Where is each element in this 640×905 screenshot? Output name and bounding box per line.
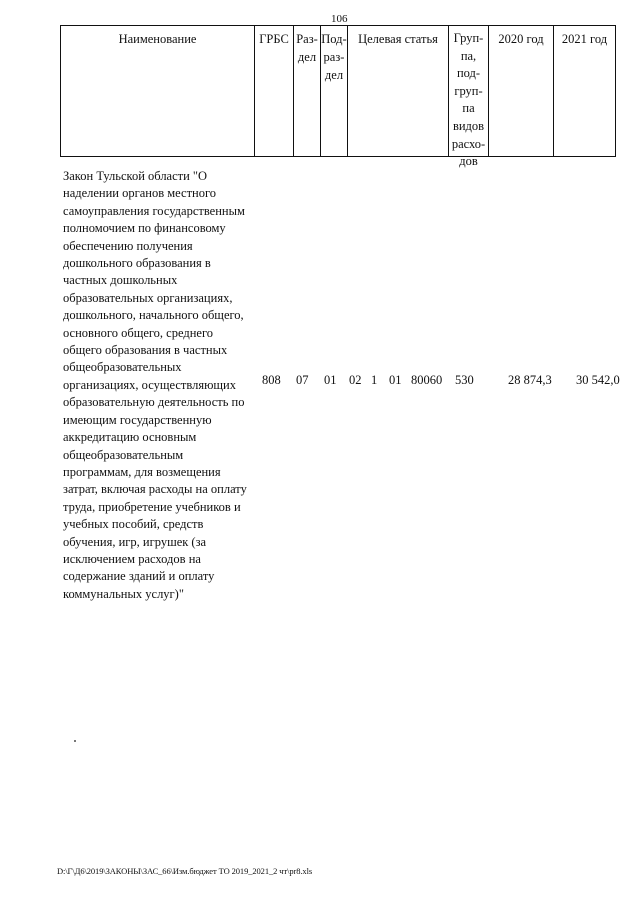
header-razdel: [293, 26, 320, 156]
header-2020-label: 2020 год: [498, 32, 544, 46]
grbs-cell: 808: [262, 373, 281, 387]
header-2020: [488, 26, 553, 156]
gruppa-cell: 530: [455, 373, 474, 387]
row-name-cell: Закон Тульской области "О наделении органов местного самоуправления государственным полномочием по финансовому обеспечению получения дошкольного образования в частных дошкольных образовательных организациях, дошкольного, начального общего, основного общего, среднего общего образования в частных общеобразовательных организациях, осуществляющих образовательную деятельность по имеющим государственную аккредитацию основным общеобразовательным программам, для возмещения затрат, включая расходы на оплату труда, приобретение учебников и учебных пособий, средств обучения, игр, игрушек (за исключением расходов на содержание зданий и оплату коммунальных услуг)": [63, 169, 247, 601]
header-grbs-label: ГРБС: [259, 32, 289, 46]
header-gruppa-line: па: [462, 101, 475, 116]
header-gruppa-line: груп-: [454, 83, 483, 98]
header-2021: [553, 26, 615, 156]
footer-file-path: D:\Г\Д6\2019\ЗАКОНЫ\ЗАС_66\Изм.бюджет ТО 2019_2021_2 чт\pr8.xls: [57, 866, 313, 876]
razdel-cell: 07: [296, 373, 309, 387]
header-grbs: [254, 26, 293, 156]
scan-dot: [74, 740, 76, 742]
header-gruppa-line: дов: [459, 154, 478, 169]
header-gruppa-line: па,: [460, 48, 477, 63]
header-razdel-line: дел: [297, 50, 317, 64]
table-header: [60, 25, 616, 169]
header-podrazdel-line: дел: [324, 68, 344, 82]
header-2021-label: 2021 год: [561, 32, 608, 46]
value-2020-cell: 28 874,3: [508, 373, 552, 387]
header-podrazdel: [320, 26, 347, 156]
celevaya-part-1: 02: [349, 373, 362, 387]
celevaya-part-4: 80060: [411, 373, 443, 387]
header-podrazdel-line: Под-: [321, 32, 347, 46]
podrazdel-cell: 01: [324, 373, 337, 387]
header-celevaya: [347, 26, 448, 156]
celevaya-part-2: 1: [371, 373, 378, 387]
header-gruppa-line: Груп-: [453, 31, 484, 45]
header-name: [61, 26, 254, 156]
header-razdel-line: Раз-: [296, 32, 318, 46]
celevaya-part-3: 01: [389, 373, 402, 387]
header-gruppa: [448, 26, 488, 169]
header-podrazdel-line: раз-: [323, 50, 345, 64]
header-celevaya-label: Целевая статья: [358, 32, 438, 46]
page-number: 106: [331, 13, 348, 25]
header-gruppa-line: расхо-: [451, 136, 486, 151]
value-2021-cell: 30 542,0: [576, 373, 620, 387]
header-gruppa-line: видов: [452, 118, 485, 133]
header-name-label: Наименование: [118, 32, 197, 46]
header-gruppa-line: под-: [456, 66, 481, 81]
